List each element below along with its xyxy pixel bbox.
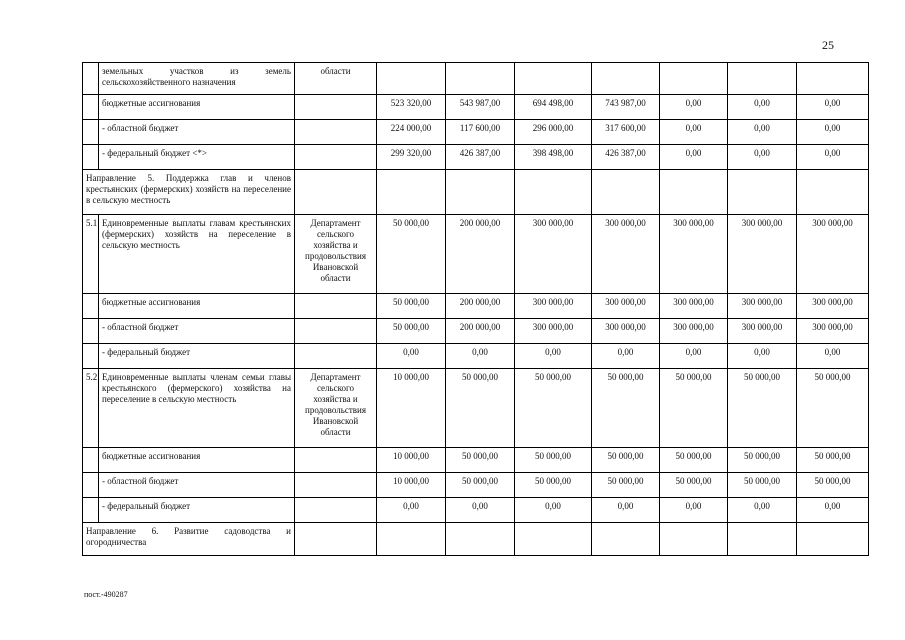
amount-cell: 50 000,00	[660, 448, 728, 473]
amount-cell: 0,00	[660, 145, 728, 170]
amount-cell: 0,00	[515, 498, 592, 523]
amount-cell: 50 000,00	[377, 319, 446, 344]
amount-cell: 300 000,00	[660, 294, 728, 319]
amount-cell: 10 000,00	[377, 369, 446, 448]
amount-cell: 300 000,00	[797, 319, 869, 344]
amount-cell: 300 000,00	[515, 294, 592, 319]
table-row	[83, 473, 869, 498]
amount-cell: 50 000,00	[515, 473, 592, 498]
amount-cell	[377, 170, 446, 215]
amount-cell: 0,00	[797, 498, 869, 523]
item-name-cell: - федеральный бюджет	[99, 344, 295, 369]
amount-cell: 50 000,00	[446, 369, 515, 448]
amount-cell: 300 000,00	[728, 294, 797, 319]
item-name-cell: бюджетные ассигнования	[99, 448, 295, 473]
document-footer: пост.-490287	[84, 590, 128, 599]
table-row	[83, 145, 869, 170]
amount-cell: 300 000,00	[592, 294, 660, 319]
amount-cell: 299 320,00	[377, 145, 446, 170]
table-row	[83, 170, 869, 215]
executor-cell	[295, 319, 377, 344]
amount-cell: 50 000,00	[797, 369, 869, 448]
executor-cell: области	[295, 63, 377, 95]
amount-cell: 0,00	[728, 95, 797, 120]
amount-cell: 0,00	[797, 344, 869, 369]
direction-heading-cell: Направление 5. Поддержка глав и членов крестьянских (фермерских) хозяйств на переселение в сельскую местность	[83, 170, 295, 215]
amount-cell	[797, 63, 869, 95]
executor-cell: Департамент сельского хозяйства и продовольствия Ивановской области	[295, 369, 377, 448]
amount-cell: 0,00	[446, 498, 515, 523]
amount-cell: 398 498,00	[515, 145, 592, 170]
table-row	[83, 369, 869, 448]
table-row	[83, 523, 869, 556]
row-number-cell: 5.2	[83, 369, 99, 448]
executor-cell: Департамент сельского хозяйства и продовольствия Ивановской области	[295, 215, 377, 294]
amount-cell: 0,00	[728, 498, 797, 523]
amount-cell	[728, 63, 797, 95]
table-row	[83, 448, 869, 473]
executor-cell	[295, 95, 377, 120]
table-row	[83, 294, 869, 319]
amount-cell: 50 000,00	[515, 448, 592, 473]
amount-cell: 523 320,00	[377, 95, 446, 120]
amount-cell: 426 387,00	[446, 145, 515, 170]
amount-cell: 10 000,00	[377, 448, 446, 473]
row-number-cell: 5.1	[83, 215, 99, 294]
amount-cell: 50 000,00	[592, 448, 660, 473]
amount-cell: 0,00	[377, 344, 446, 369]
executor-cell	[295, 145, 377, 170]
executor-cell	[295, 498, 377, 523]
amount-cell: 0,00	[515, 344, 592, 369]
table-row	[83, 63, 869, 95]
amount-cell	[592, 170, 660, 215]
amount-cell: 0,00	[660, 344, 728, 369]
amount-cell: 50 000,00	[728, 473, 797, 498]
amount-cell: 0,00	[377, 498, 446, 523]
executor-cell	[295, 473, 377, 498]
amount-cell: 0,00	[660, 498, 728, 523]
table-row	[83, 95, 869, 120]
executor-cell	[295, 448, 377, 473]
item-name-cell: Единовременные выплаты членам семьи главы крестьянского (фермерского) хозяйства на переселение в сельскую местность	[99, 369, 295, 448]
amount-cell	[592, 63, 660, 95]
amount-cell: 694 498,00	[515, 95, 592, 120]
amount-cell: 50 000,00	[377, 215, 446, 294]
row-number-cell	[83, 95, 99, 120]
amount-cell	[797, 523, 869, 556]
amount-cell	[446, 523, 515, 556]
amount-cell: 50 000,00	[592, 473, 660, 498]
amount-cell: 200 000,00	[446, 319, 515, 344]
amount-cell	[446, 170, 515, 215]
row-number-cell	[83, 294, 99, 319]
amount-cell	[515, 523, 592, 556]
amount-cell	[797, 170, 869, 215]
amount-cell: 300 000,00	[797, 294, 869, 319]
executor-cell	[295, 344, 377, 369]
row-number-cell	[83, 145, 99, 170]
amount-cell	[377, 63, 446, 95]
amount-cell: 50 000,00	[377, 294, 446, 319]
table-row	[83, 498, 869, 523]
executor-cell	[295, 294, 377, 319]
amount-cell: 300 000,00	[797, 215, 869, 294]
amount-cell: 0,00	[797, 145, 869, 170]
amount-cell: 200 000,00	[446, 215, 515, 294]
amount-cell: 0,00	[592, 344, 660, 369]
table-body	[83, 63, 869, 556]
amount-cell: 300 000,00	[592, 319, 660, 344]
item-name-cell: - федеральный бюджет <*>	[99, 145, 295, 170]
amount-cell: 300 000,00	[660, 215, 728, 294]
executor-cell	[295, 170, 377, 215]
amount-cell	[592, 523, 660, 556]
page-number: 25	[822, 38, 834, 52]
amount-cell	[660, 170, 728, 215]
amount-cell: 50 000,00	[592, 369, 660, 448]
row-number-cell	[83, 120, 99, 145]
amount-cell: 300 000,00	[660, 319, 728, 344]
amount-cell	[660, 63, 728, 95]
amount-cell: 50 000,00	[797, 473, 869, 498]
table-row	[83, 319, 869, 344]
amount-cell: 224 000,00	[377, 120, 446, 145]
amount-cell	[446, 63, 515, 95]
amount-cell: 300 000,00	[728, 319, 797, 344]
row-number-cell	[83, 319, 99, 344]
row-number-cell	[83, 63, 99, 95]
row-number-cell	[83, 448, 99, 473]
row-number-cell	[83, 498, 99, 523]
amount-cell: 50 000,00	[728, 369, 797, 448]
table-row	[83, 215, 869, 294]
amount-cell: 200 000,00	[446, 294, 515, 319]
amount-cell: 743 987,00	[592, 95, 660, 120]
item-name-cell: бюджетные ассигнования	[99, 294, 295, 319]
item-name-cell: земельных участков из земель сельскохозяйственного назначения	[99, 63, 295, 95]
amount-cell: 10 000,00	[377, 473, 446, 498]
amount-cell: 0,00	[797, 120, 869, 145]
amount-cell: 543 987,00	[446, 95, 515, 120]
amount-cell: 300 000,00	[515, 319, 592, 344]
amount-cell: 317 600,00	[592, 120, 660, 145]
item-name-cell: бюджетные ассигнования	[99, 95, 295, 120]
amount-cell: 0,00	[728, 145, 797, 170]
amount-cell	[515, 63, 592, 95]
item-name-cell: - областной бюджет	[99, 120, 295, 145]
amount-cell	[728, 523, 797, 556]
item-name-cell: - областной бюджет	[99, 319, 295, 344]
item-name-cell: - областной бюджет	[99, 473, 295, 498]
item-name-cell: Единовременные выплаты главам крестьянских (фермерских) хозяйств на переселение в сельскую местность	[99, 215, 295, 294]
amount-cell	[660, 523, 728, 556]
amount-cell: 50 000,00	[797, 448, 869, 473]
amount-cell: 0,00	[446, 344, 515, 369]
item-name-cell: - федеральный бюджет	[99, 498, 295, 523]
amount-cell: 0,00	[592, 498, 660, 523]
executor-cell	[295, 523, 377, 556]
amount-cell: 300 000,00	[728, 215, 797, 294]
amount-cell: 50 000,00	[446, 473, 515, 498]
amount-cell: 50 000,00	[728, 448, 797, 473]
amount-cell: 0,00	[728, 120, 797, 145]
amount-cell: 300 000,00	[515, 215, 592, 294]
table-row	[83, 344, 869, 369]
amount-cell	[515, 170, 592, 215]
amount-cell: 296 000,00	[515, 120, 592, 145]
amount-cell: 0,00	[728, 344, 797, 369]
direction-heading-cell: Направление 6. Развитие садоводства и огородничества	[83, 523, 295, 556]
table-row	[83, 120, 869, 145]
budget-table	[82, 62, 869, 556]
amount-cell: 117 600,00	[446, 120, 515, 145]
amount-cell: 300 000,00	[592, 215, 660, 294]
amount-cell: 0,00	[660, 95, 728, 120]
amount-cell: 50 000,00	[660, 473, 728, 498]
row-number-cell	[83, 344, 99, 369]
row-number-cell	[83, 473, 99, 498]
amount-cell: 50 000,00	[515, 369, 592, 448]
amount-cell: 0,00	[660, 120, 728, 145]
amount-cell	[728, 170, 797, 215]
amount-cell: 0,00	[797, 95, 869, 120]
amount-cell: 426 387,00	[592, 145, 660, 170]
amount-cell: 50 000,00	[446, 448, 515, 473]
amount-cell	[377, 523, 446, 556]
executor-cell	[295, 120, 377, 145]
amount-cell: 50 000,00	[660, 369, 728, 448]
